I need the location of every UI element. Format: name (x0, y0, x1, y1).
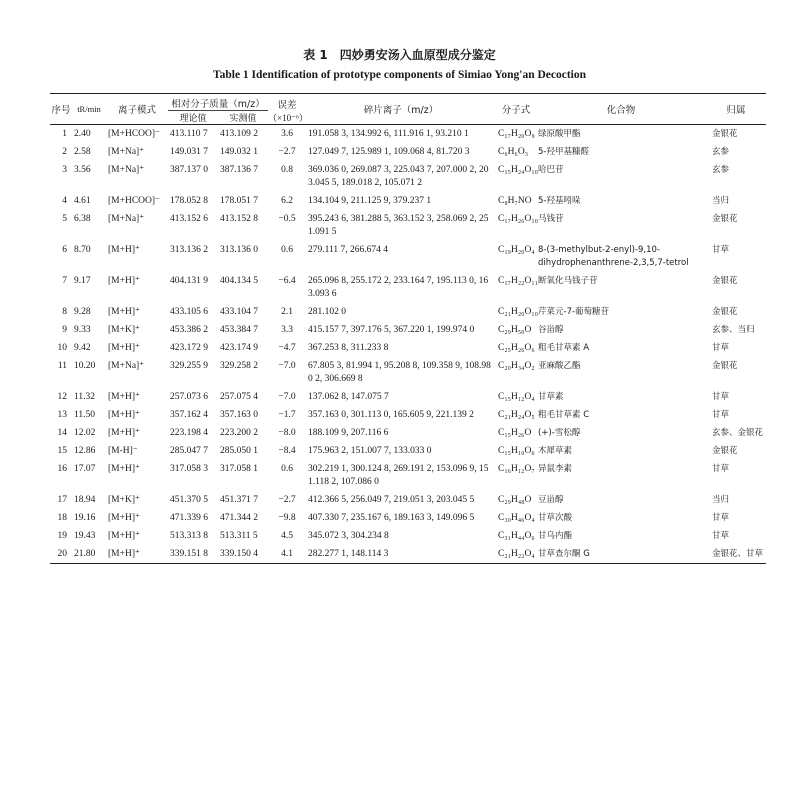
ion-mode: [M+K]⁺ (108, 495, 141, 505)
theoretical-mass: 329.255 9 (170, 361, 208, 371)
theoretical-mass: 285.047 7 (170, 446, 208, 456)
measured-mass: 329.258 2 (220, 361, 258, 371)
compound-name: 甘草素 (538, 392, 564, 402)
molecular-formula: C₃₀H₄₆O₄ (498, 513, 535, 523)
header-relative-mass: 相对分子质量（m/z） (168, 94, 268, 111)
mass-error: 0.6 (281, 464, 293, 474)
retention-time: 6.38 (74, 214, 91, 224)
measured-mass: 285.050 1 (220, 446, 258, 456)
ion-mode: [M+H]⁺ (106, 545, 168, 564)
row-number: 8 (62, 307, 67, 317)
theoretical-mass: 453.386 2 (170, 325, 208, 335)
header-theoretical: 理论值 (168, 111, 218, 125)
fragment-ions: 281.102 0 (308, 307, 347, 317)
molecular-formula: C₂₅H₂₆O₆ (498, 343, 535, 353)
attribution-herb: 金银花 (712, 446, 738, 456)
mass-error: 0.6 (281, 245, 293, 255)
compound-name: 甘乌内酯 (538, 531, 573, 541)
retention-time: 2.40 (74, 129, 91, 139)
row-number: 11 (57, 361, 67, 371)
retention-time: 9.42 (74, 343, 91, 353)
fragment-ions: 395.243 6, 381.288 5, 363.152 3, 258.069 2, 251.091 5 (308, 214, 489, 237)
ion-mode: [M+HCOO]⁻ (108, 196, 161, 206)
compound-name: 异鼠李素 (538, 464, 573, 474)
attribution-herb: 玄参、当归 (712, 325, 755, 335)
fragment-ions: 415.157 7, 397.176 5, 367.220 1, 199.974 0 (308, 325, 475, 335)
header-retention-time: tR/min (72, 94, 106, 125)
header-attribution: 归属 (706, 94, 766, 125)
table-row (50, 192, 766, 210)
mass-error: 4.5 (281, 531, 293, 541)
retention-time: 12.86 (74, 446, 96, 456)
theoretical-mass: 339.151 8 (168, 545, 218, 564)
measured-mass: 451.371 7 (220, 495, 258, 505)
ion-mode: [M+H]⁺ (108, 392, 141, 402)
theoretical-mass: 404.131 9 (170, 276, 208, 286)
fragment-ions: 302.219 1, 300.124 8, 269.191 2, 153.096 9, 151.118 2, 107.086 0 (308, 464, 489, 487)
compound-name: 5-羟甲基糠醛 (538, 147, 589, 157)
compound-name: 绿原酸甲酯 (538, 129, 581, 139)
theoretical-mass: 313.136 2 (170, 245, 208, 255)
molecular-formula: C₁₉H₂₀O₄ (498, 245, 535, 255)
molecular-formula: C₁₅H₁₂O₄ (498, 392, 535, 402)
fragment-ions: 175.963 2, 151.007 7, 133.033 0 (308, 446, 432, 456)
molecular-formula: C₂₉H₄₈O (498, 495, 532, 505)
fragment-ions: 357.163 0, 301.113 0, 165.605 9, 221.139 2 (308, 410, 474, 420)
measured-mass: 453.384 7 (220, 325, 258, 335)
compound-name: 亚麻酸乙酯 (538, 361, 581, 371)
table-row (50, 424, 766, 442)
header-no: 序号 (50, 94, 72, 125)
mass-error: 2.1 (281, 307, 293, 317)
molecular-formula: C₂₁H₂₄O₅ (498, 410, 535, 420)
table-row (50, 125, 766, 144)
compound-name: 木犀草素 (538, 446, 573, 456)
retention-time: 19.16 (74, 513, 96, 523)
theoretical-mass: 433.105 6 (170, 307, 208, 317)
table-row (50, 406, 766, 424)
ion-mode: [M+H]⁺ (108, 276, 141, 286)
molecular-formula: C₆H₆O₃ (498, 147, 529, 157)
molecular-formula: C₁₅H₂₄O₁₀ (498, 165, 538, 175)
ion-mode: [M+H]⁺ (108, 343, 141, 353)
ion-mode: [M+Na]⁺ (108, 165, 145, 175)
measured-mass: 387.136 7 (220, 165, 258, 175)
mass-error: 4.1 (268, 545, 306, 564)
mass-error: 3.6 (281, 129, 293, 139)
molecular-formula: C₁₆H₁₂O₇ (498, 464, 535, 474)
molecular-formula: C₁₇H₂₂O₁₁ (498, 276, 538, 286)
table-body (50, 125, 766, 564)
fragment-ions: 367.253 8, 311.233 8 (308, 343, 389, 353)
fragment-ions: 412.366 5, 256.049 7, 219.051 3, 203.045 5 (308, 495, 475, 505)
fragment-ions: 279.111 7, 266.674 4 (308, 245, 389, 255)
molecular-formula: C₂₀H₃₄O₂ (498, 361, 535, 371)
measured-mass: 223.200 2 (220, 428, 258, 438)
attribution-herb: 当归 (712, 495, 730, 505)
row-number: 12 (57, 392, 67, 402)
table-row (50, 272, 766, 303)
retention-time: 9.33 (74, 325, 91, 335)
attribution-herb: 甘草 (712, 392, 730, 402)
attribution-herb: 金银花、甘草 (706, 545, 766, 564)
theoretical-mass: 387.137 0 (170, 165, 208, 175)
row-number: 10 (57, 343, 67, 353)
theoretical-mass: 451.370 5 (170, 495, 208, 505)
compound-name: 马钱苷 (538, 214, 564, 224)
header-fragments: 碎片离子（m/z） (306, 94, 496, 125)
theoretical-mass: 423.172 9 (170, 343, 208, 353)
table-row (50, 545, 766, 564)
table-row (50, 357, 766, 388)
mass-error: −9.8 (278, 513, 296, 523)
row-number: 15 (57, 446, 67, 456)
theoretical-mass: 149.031 7 (170, 147, 208, 157)
header-measured: 实测值 (218, 111, 268, 125)
mass-error: 6.2 (281, 196, 293, 206)
compound-name: 豆甾醇 (538, 495, 564, 505)
table-title-english: Table 1 Identification of prototype components of Simiao Yong'an Decoction (212, 69, 586, 81)
compound-name: 粗毛甘草素 A (538, 343, 590, 353)
table-row (50, 388, 766, 406)
measured-mass: 433.104 7 (220, 307, 258, 317)
fragment-ions: 191.058 3, 134.992 6, 111.916 1, 93.210 1 (308, 129, 469, 139)
molecular-formula: C₁₇H₂₆O₁₀ (498, 214, 538, 224)
measured-mass: 413.152 8 (220, 214, 258, 224)
retention-time: 17.07 (74, 464, 96, 474)
molecular-formula: C₁₅H₁₀O₆ (498, 446, 535, 456)
measured-mass: 339.150 4 (218, 545, 268, 564)
measured-mass: 513.311 5 (220, 531, 258, 541)
measured-mass: 471.344 2 (220, 513, 258, 523)
row-number: 13 (57, 410, 67, 420)
measured-mass: 257.075 4 (220, 392, 258, 402)
attribution-herb: 甘草 (712, 531, 730, 541)
retention-time: 19.43 (74, 531, 96, 541)
table-row (50, 509, 766, 527)
retention-time: 4.61 (74, 196, 91, 206)
mass-error: −0.5 (278, 214, 296, 224)
ion-mode: [M+Na]⁺ (108, 147, 145, 157)
retention-time: 2.58 (74, 147, 91, 157)
retention-time: 11.32 (74, 392, 96, 402)
attribution-herb: 玄参、金银花 (712, 428, 764, 438)
fragment-ions: 265.096 8, 255.172 2, 233.164 7, 195.113 0, 163.093 6 (308, 276, 489, 299)
retention-time: 11.50 (74, 410, 96, 420)
table-row (50, 210, 766, 241)
retention-time: 18.94 (74, 495, 96, 505)
mass-error: −6.4 (278, 276, 296, 286)
mass-error: −8.4 (278, 446, 296, 456)
compound-name: 5-羟基吲哚 (538, 196, 581, 206)
table-row (50, 339, 766, 357)
compound-name: 哈巴苷 (538, 165, 564, 175)
table-row (50, 491, 766, 509)
compound-name: 甘草次酸 (538, 513, 573, 523)
theoretical-mass: 257.073 6 (170, 392, 208, 402)
row-number: 14 (57, 428, 67, 438)
table-caption (0, 47, 799, 83)
ion-mode: [M+H]⁺ (108, 464, 141, 474)
fragment-ions: 127.049 7, 125.989 1, 109.068 4, 81.720 3 (308, 147, 470, 157)
measured-mass: 423.174 9 (220, 343, 258, 353)
row-number: 16 (57, 464, 67, 474)
molecular-formula: C₈H₇NO (498, 196, 532, 206)
header-error-unit: （×10⁻⁶） (268, 111, 306, 125)
fragment-ions: 67.805 3, 81.994 1, 95.208 8, 109.358 9, 108.980 2, 306.669 8 (308, 361, 491, 384)
molecular-formula: C₂₁H₂₂O₄ (496, 545, 536, 564)
molecular-formula: C₃₁H₄₄O₆ (498, 531, 535, 541)
row-number: 17 (57, 495, 67, 505)
compound-name: 8-(3-methylbut-2-enyl)-9,10-dihydrophenanthrene-2,3,5,7-tetrol (538, 245, 689, 268)
fragment-ions: 407.330 7, 235.167 6, 189.163 3, 149.096 5 (308, 513, 475, 523)
row-number: 9 (62, 325, 67, 335)
fragment-ions: 134.104 9, 211.125 9, 379.237 1 (308, 196, 432, 206)
header-ion-mode: 离子模式 (106, 94, 168, 125)
row-number: 20 (50, 545, 72, 564)
retention-time: 8.70 (74, 245, 91, 255)
fragment-ions: 369.036 0, 269.087 3, 225.043 7, 207.000 2, 203.045 5, 189.018 2, 105.071 2 (308, 165, 489, 188)
ion-mode: [M+H]⁺ (108, 410, 141, 420)
mass-error: −4.7 (278, 343, 296, 353)
table-row (50, 527, 766, 545)
table-row (50, 161, 766, 192)
table-row (50, 241, 766, 272)
retention-time: 10.20 (74, 361, 96, 371)
attribution-herb: 金银花 (712, 307, 738, 317)
measured-mass: 413.109 2 (220, 129, 258, 139)
retention-time: 12.02 (74, 428, 96, 438)
molecular-formula: C₁₇H₂₀O₉ (498, 129, 535, 139)
row-number: 18 (57, 513, 67, 523)
compound-name: (+)-雪松醇 (538, 428, 581, 438)
fragment-ions: 137.062 8, 147.075 7 (308, 392, 389, 402)
attribution-herb: 甘草 (712, 513, 730, 523)
row-number: 1 (62, 129, 67, 139)
mass-error: 3.3 (281, 325, 293, 335)
table-row (50, 442, 766, 460)
compound-name: 谷甾醇 (538, 325, 564, 335)
retention-time: 3.56 (74, 165, 91, 175)
attribution-herb: 甘草 (712, 245, 730, 255)
ion-mode: [M+H]⁺ (108, 513, 141, 523)
table-row (50, 143, 766, 161)
row-number: 4 (62, 196, 67, 206)
measured-mass: 149.032 1 (220, 147, 258, 157)
row-number: 3 (62, 165, 67, 175)
table-title-chinese: 表 1 四妙勇安汤入血原型成分鉴定 (303, 48, 496, 62)
mass-error: −2.7 (278, 147, 296, 157)
attribution-herb: 金银花 (712, 214, 738, 224)
attribution-herb: 金银花 (712, 276, 738, 286)
theoretical-mass: 317.058 3 (170, 464, 208, 474)
header-compound: 化合物 (536, 94, 706, 125)
table-row (50, 460, 766, 491)
row-number: 7 (62, 276, 67, 286)
measured-mass: 317.058 1 (220, 464, 258, 474)
ion-mode: [M-H]⁻ (108, 446, 138, 456)
molecular-formula: C₂₉H₅₀O (498, 325, 532, 335)
attribution-herb: 甘草 (712, 410, 730, 420)
theoretical-mass: 357.162 4 (170, 410, 208, 420)
attribution-herb: 金银花 (712, 361, 738, 371)
attribution-herb: 金银花 (712, 129, 738, 139)
mass-error: −2.7 (278, 495, 296, 505)
ion-mode: [M+H]⁺ (108, 531, 141, 541)
mass-error: 0.8 (281, 165, 293, 175)
retention-time: 21.80 (72, 545, 106, 564)
attribution-herb: 玄参 (712, 147, 730, 157)
fragment-ions: 188.109 9, 207.116 6 (308, 428, 389, 438)
ion-mode: [M+HCOO]⁻ (108, 129, 161, 139)
row-number: 2 (62, 147, 67, 157)
ion-mode: [M+K]⁺ (108, 325, 141, 335)
mass-error: −7.0 (278, 361, 296, 371)
compound-name: 甘草查尔酮 G (536, 545, 706, 564)
compound-name: 芹菜元-7-葡萄糖苷 (538, 307, 610, 317)
mass-error: −8.0 (278, 428, 296, 438)
fragment-ions: 282.277 1, 148.114 3 (306, 545, 496, 564)
attribution-herb: 玄参 (712, 165, 730, 175)
compound-name: 断氧化马钱子苷 (538, 276, 598, 286)
theoretical-mass: 471.339 6 (170, 513, 208, 523)
measured-mass: 404.134 5 (220, 276, 258, 286)
fragment-ions: 345.072 3, 304.234 8 (308, 531, 389, 541)
molecular-formula: C₁₅H₂₆O (498, 428, 532, 438)
measured-mass: 313.136 0 (220, 245, 258, 255)
theoretical-mass: 413.110 7 (170, 129, 208, 139)
ion-mode: [M+H]⁺ (108, 245, 141, 255)
attribution-herb: 甘草 (712, 343, 730, 353)
table-row (50, 321, 766, 339)
ion-mode: [M+Na]⁺ (108, 361, 145, 371)
identification-table (50, 93, 766, 564)
retention-time: 9.28 (74, 307, 91, 317)
row-number: 5 (62, 214, 67, 224)
mass-error: −1.7 (278, 410, 296, 420)
table-row (50, 303, 766, 321)
measured-mass: 357.163 0 (220, 410, 258, 420)
theoretical-mass: 178.052 8 (170, 196, 208, 206)
molecular-formula: C₂₁H₂₀O₁₀ (498, 307, 538, 317)
measured-mass: 178.051 7 (220, 196, 258, 206)
mass-error: −7.0 (278, 392, 296, 402)
compound-name: 粗毛甘草素 C (538, 410, 590, 420)
ion-mode: [M+Na]⁺ (108, 214, 145, 224)
attribution-herb: 当归 (712, 196, 730, 206)
theoretical-mass: 413.152 6 (170, 214, 208, 224)
ion-mode: [M+H]⁺ (108, 307, 141, 317)
ion-mode: [M+H]⁺ (108, 428, 141, 438)
theoretical-mass: 513.313 8 (170, 531, 208, 541)
header-formula: 分子式 (496, 94, 536, 125)
row-number: 19 (57, 531, 67, 541)
header-error: 误差 (268, 94, 306, 111)
theoretical-mass: 223.198 4 (170, 428, 208, 438)
retention-time: 9.17 (74, 276, 91, 286)
attribution-herb: 甘草 (712, 464, 730, 474)
row-number: 6 (62, 245, 67, 255)
